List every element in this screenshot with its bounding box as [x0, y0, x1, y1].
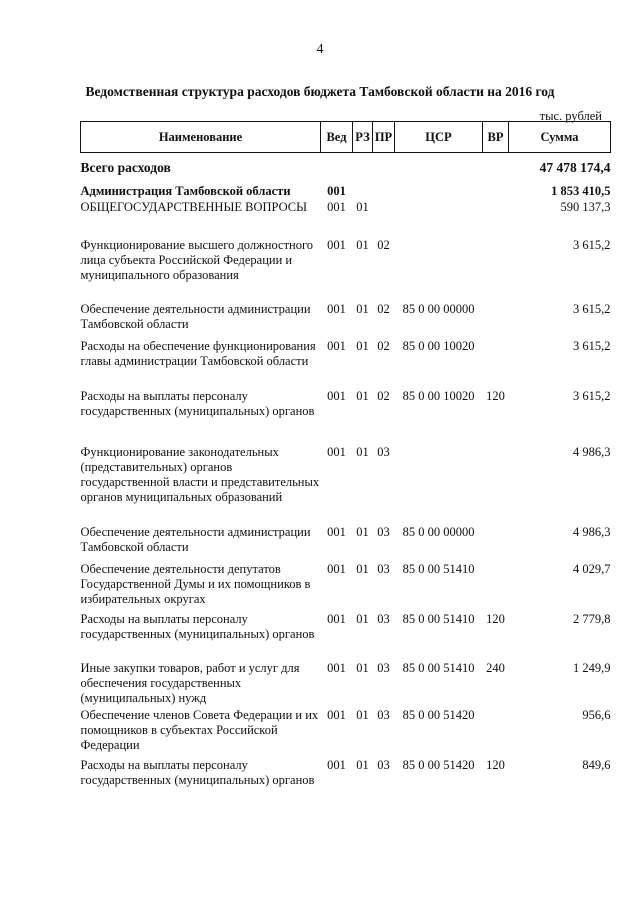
table-row	[81, 200, 611, 238]
table-row	[81, 238, 611, 302]
row-csr	[395, 200, 483, 238]
row-rz: 01	[356, 758, 369, 772]
header-vr: ВР	[483, 122, 509, 153]
row-sum: 3 615,2	[573, 339, 611, 353]
row-vr	[483, 184, 509, 200]
table-row	[81, 708, 611, 758]
page-number: 4	[316, 42, 324, 57]
row-pr: 03	[377, 612, 390, 626]
row-csr: 85 0 00 51420	[402, 758, 475, 772]
row-sum: 2 779,8	[573, 612, 611, 626]
row-rz: 01	[356, 200, 369, 214]
row-csr: 85 0 00 10020	[402, 389, 475, 403]
row-pr: 02	[377, 238, 390, 252]
row-ved	[321, 153, 353, 185]
row-rz: 01	[356, 525, 369, 539]
row-name: Расходы на выплаты персоналу государственных (муниципальных) органов	[80, 758, 315, 787]
row-rz: 01	[356, 562, 369, 576]
row-pr: 03	[377, 445, 390, 459]
row-rz: 01	[356, 339, 369, 353]
row-ved: 001	[327, 708, 346, 722]
row-vr	[483, 445, 509, 525]
row-csr: 85 0 00 51410	[402, 562, 475, 576]
row-csr: 85 0 00 51420	[402, 708, 475, 722]
row-sum: 956,6	[582, 708, 611, 722]
row-csr	[395, 153, 483, 185]
table-row	[81, 184, 611, 200]
header-sum: Сумма	[509, 122, 611, 153]
row-vr	[483, 708, 509, 758]
row-pr: 03	[377, 758, 390, 772]
row-rz: 01	[356, 389, 369, 403]
row-vr	[483, 339, 509, 389]
row-pr: 02	[377, 389, 390, 403]
row-name: Расходы на выплаты персоналу государственных (муниципальных) органов	[80, 612, 315, 641]
row-pr	[373, 200, 395, 238]
row-sum: 1 249,9	[573, 661, 611, 675]
row-sum: 4 986,3	[573, 445, 611, 459]
row-rz: 01	[356, 302, 369, 316]
row-ved: 001	[327, 389, 346, 403]
table-row	[81, 661, 611, 708]
row-ved: 001	[327, 758, 346, 772]
row-vr: 240	[486, 661, 505, 675]
table-row	[81, 758, 611, 808]
row-vr: 120	[486, 612, 505, 626]
row-vr	[483, 200, 509, 238]
row-vr	[483, 238, 509, 302]
row-csr: 85 0 00 51410	[402, 661, 475, 675]
row-name: Всего расходов	[80, 160, 171, 175]
table-row	[81, 562, 611, 612]
table-header	[81, 122, 611, 153]
row-csr	[395, 238, 483, 302]
budget-table	[80, 121, 611, 808]
page-title: Ведомственная структура расходов бюджета Тамбовской области на 2016 год	[85, 84, 555, 99]
row-name: Обеспечение деятельности администрации Тамбовской области	[80, 525, 311, 554]
row-sum: 47 478 174,4	[539, 160, 611, 175]
row-sum: 4 986,3	[573, 525, 611, 539]
row-ved: 001	[327, 525, 346, 539]
row-rz: 01	[356, 238, 369, 252]
row-ved: 001	[327, 339, 346, 353]
table-row	[81, 525, 611, 562]
table-row	[81, 302, 611, 339]
row-name: Обеспечение деятельности депутатов Государственной Думы и их помощников в избирательных округах	[80, 562, 311, 606]
header-pr: ПР	[373, 122, 395, 153]
row-ved: 001	[327, 612, 346, 626]
row-ved: 001	[327, 238, 346, 252]
row-sum: 1 853 410,5	[551, 184, 611, 198]
header-csr: ЦСР	[395, 122, 483, 153]
row-ved: 001	[327, 562, 346, 576]
row-rz: 01	[356, 445, 369, 459]
row-vr	[483, 302, 509, 339]
row-name: Функционирование высшего должностного лица субъекта Российской Федерации и муниципального образования	[80, 238, 314, 282]
row-csr: 85 0 00 00000	[402, 525, 475, 539]
row-csr: 85 0 00 10020	[402, 339, 475, 353]
row-pr	[373, 153, 395, 185]
row-pr: 02	[377, 339, 390, 353]
row-pr: 03	[377, 562, 390, 576]
row-pr: 03	[377, 708, 390, 722]
table-row	[81, 445, 611, 525]
row-vr	[483, 153, 509, 185]
row-name: Расходы на выплаты персоналу государственных (муниципальных) органов	[80, 389, 315, 418]
row-name: Обеспечение членов Совета Федерации и их помощников в субъектах Российской Федерации	[80, 708, 319, 752]
row-vr	[483, 562, 509, 612]
row-sum: 590 137,3	[560, 200, 611, 214]
row-pr: 03	[377, 661, 390, 675]
row-sum: 3 615,2	[573, 302, 611, 316]
row-vr: 120	[486, 758, 505, 772]
row-sum: 3 615,2	[573, 238, 611, 252]
row-csr	[395, 184, 483, 200]
row-sum: 4 029,7	[573, 562, 611, 576]
row-name: Иные закупки товаров, работ и услуг для обеспечения государственных (муниципальных) нужд	[80, 661, 300, 705]
row-name: Обеспечение деятельности администрации Тамбовской области	[80, 302, 311, 331]
row-ved: 001	[327, 184, 346, 198]
row-pr	[373, 184, 395, 200]
row-name: Функционирование законодательных (представительных) органов государственной власти и представительных органов муниципальных образований	[80, 445, 320, 504]
row-csr: 85 0 00 51410	[402, 612, 475, 626]
table-row	[81, 153, 611, 185]
row-vr	[483, 525, 509, 562]
row-pr: 02	[377, 302, 390, 316]
row-ved: 001	[327, 661, 346, 675]
row-rz: 01	[356, 661, 369, 675]
row-name: ОБЩЕГОСУДАРСТВЕННЫЕ ВОПРОСЫ	[80, 200, 308, 214]
row-name: Администрация Тамбовской области	[80, 184, 291, 198]
row-rz: 01	[356, 708, 369, 722]
row-rz	[353, 153, 373, 185]
row-csr	[395, 445, 483, 525]
row-ved: 001	[327, 200, 346, 214]
row-sum: 849,6	[582, 758, 611, 772]
row-vr: 120	[486, 389, 505, 403]
table-row	[81, 612, 611, 661]
row-sum: 3 615,2	[573, 389, 611, 403]
header-rz: РЗ	[353, 122, 373, 153]
row-rz: 01	[356, 612, 369, 626]
row-name: Расходы на обеспечение функционирования главы администрации Тамбовской области	[80, 339, 316, 368]
row-ved: 001	[327, 445, 346, 459]
row-rz	[353, 184, 373, 200]
table-row	[81, 339, 611, 389]
row-pr: 03	[377, 525, 390, 539]
row-ved: 001	[327, 302, 346, 316]
row-csr: 85 0 00 00000	[402, 302, 475, 316]
units-label: тыс. рублей	[539, 109, 602, 123]
header-ved: Вед	[321, 122, 353, 153]
header-name: Наименование	[81, 122, 321, 153]
table-row	[81, 389, 611, 445]
